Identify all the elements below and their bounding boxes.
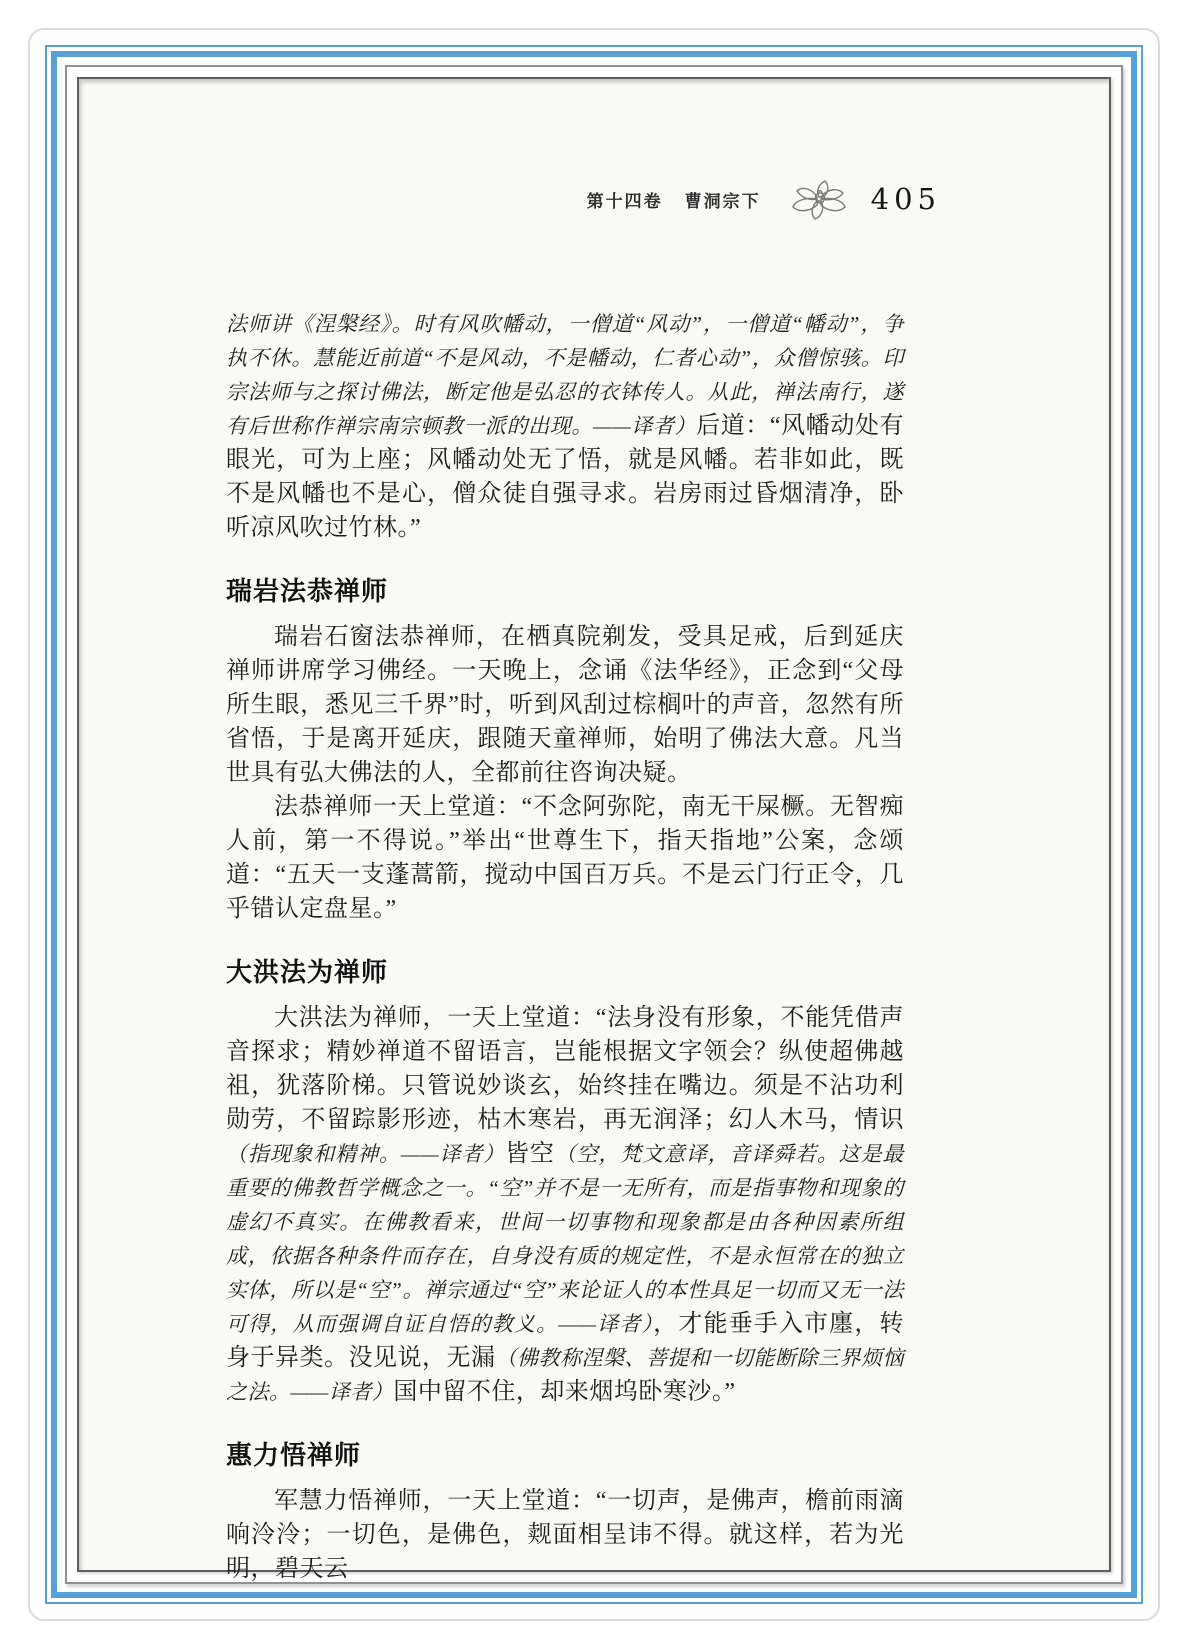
translator-note-text: 法师讲《涅槃经》。时有风吹幡动，一僧道“风动”，一僧道“幡动”，争执不休。慧能近前道“不是风动，不是幡动，仁者心动”，众僧惊骇。印宗法师与之探讨佛法，断定他是弘忍的衣钵传人。从此，禅法南行，遂有后世称作禅宗南宗顿教一派的出现。——译者） bbox=[226, 312, 904, 438]
body-text: 皆空 bbox=[505, 1141, 555, 1167]
translator-note-text: （佛教称涅槃、菩提和一切能断除三界烦恼之法。——译者） bbox=[226, 1346, 904, 1404]
body-text: ，才能垂手入市廛，转身于异类。没见说，无漏 bbox=[226, 1311, 905, 1371]
body-text: 国中留不住，却来烟坞卧寒沙。” bbox=[393, 1379, 736, 1405]
body-text: 瑞岩石窗法恭禅师，在栖真院剃发，受具足戒，后到延庆禅师讲席学习佛经。一天晚上，念诵《法华经》，正念到“父母所生眼，悉见三千界”时，听到风刮过棕榈叶的声音，忽然有所省悟，于是离开延庆，跟随天童禅师，始明了佛法大意。凡当世具有弘大佛法的人，全都前往咨询决疑。 bbox=[226, 624, 904, 786]
body-text: 大洪法为禅师，一天上堂道：“法身没有形象，不能凭借声音探求；精妙禅道不留语言，岂能根据文字领会？纵使超佛越祖，犹落阶梯。只管说妙谈玄，始终挂在嘴边。须是不沾功利勋劳，不留踪影形迹，枯木寒岩，再无润泽；幻人木马，情识 bbox=[226, 1005, 904, 1133]
body-paragraph bbox=[226, 620, 904, 790]
body-text: 法恭禅师一天上堂道：“不念阿弥陀，南无干屎橛。无智痴人前，第一不得说。”举出“世尊生下，指天指地”公案，念颂道：“五天一支蓬蒿箭，搅动中国百万兵。不是云门行正令，几乎错认定盘星。” bbox=[226, 794, 904, 922]
text-column bbox=[226, 307, 905, 1582]
body-paragraph bbox=[226, 790, 904, 926]
body-text: 军慧力悟禅师，一天上堂道：“一切声，是佛声，檐前雨滴响泠泠；一切色，是佛色，觌面相呈讳不得。就这样，若为光明，碧天云 bbox=[226, 1488, 904, 1582]
lotus-flower-icon bbox=[787, 177, 851, 221]
translator-note-text: （指现象和精神。——译者） bbox=[226, 1142, 506, 1166]
running-header bbox=[587, 177, 941, 221]
page-number: 405 bbox=[870, 182, 941, 216]
body-paragraph bbox=[226, 1001, 904, 1409]
chapter-label: 曹洞宗下 bbox=[684, 191, 761, 211]
volume-label: 第十四卷 bbox=[586, 191, 663, 211]
translator-note-text: （空，梵文意译，音译舜若。这是最重要的佛教哲学概念之一。“空”并不是一无所有，而是指事物和现象的虚幻不真实。在佛教看来，世间一切事物和现象都是由各种因素所组成，依据各种条件而存在，自身没有质的规定性，不是永恒常在的独立实体，所以是“空”。禅宗通过“空”来论证人的本性具足一切而又无一法可得，从而强调自证自悟的教义。——译者） bbox=[226, 1142, 905, 1336]
continuation-paragraph bbox=[226, 307, 904, 545]
body-text: 后道：“风幡动处有眼光，可为上座；风幡动处无了悟，就是风幡。若非如此，既不是风幡也不是心，僧众徒自强寻求。岩房雨过昏烟清净，卧听凉风吹过竹林。” bbox=[226, 413, 904, 541]
body-paragraph bbox=[226, 1484, 904, 1586]
section-heading-huili-wu: 惠力悟禅师 bbox=[226, 1440, 362, 1470]
page-content bbox=[79, 79, 1109, 1582]
section-heading-ruiyan-fagong: 瑞岩法恭禅师 bbox=[226, 576, 389, 606]
section-heading-dahong-fawei: 大洪法为禅师 bbox=[226, 957, 389, 987]
